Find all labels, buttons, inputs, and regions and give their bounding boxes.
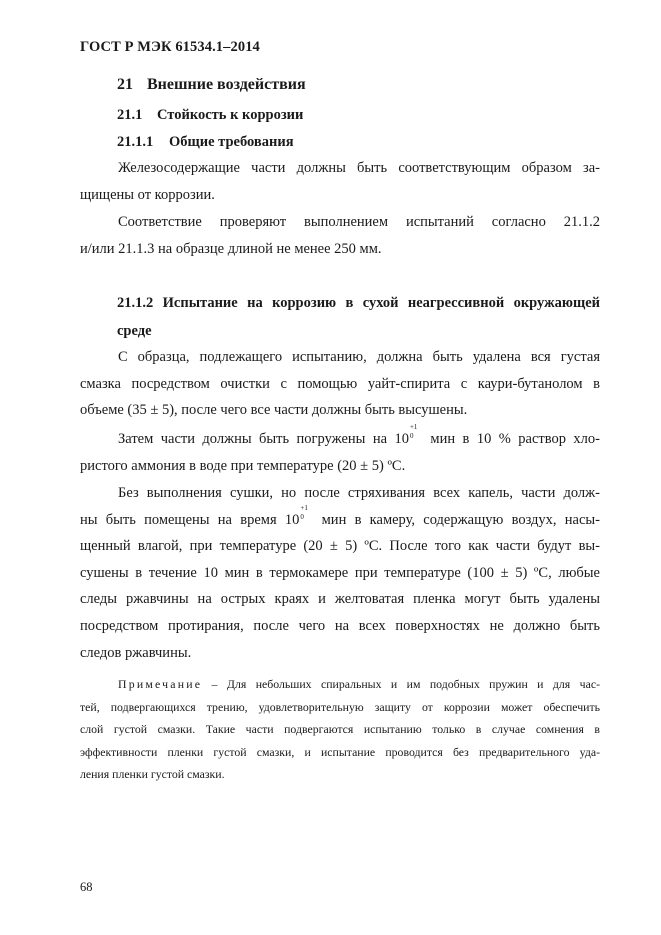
- paragraph-line: ристого аммония в воде при температуре (20 ± 5) ºС.: [80, 457, 406, 474]
- section-heading: [117, 76, 306, 94]
- tolerance-fraction: +1 0: [409, 423, 418, 440]
- note-line: слой густой смазки. Такие части подвергаются испытанию только в случае сомнения в: [80, 722, 600, 736]
- paragraph-line: ны быть помещены на время 10 +1 0 мин в камеру, содержащую воздух, насы-: [80, 503, 600, 528]
- note-label: Примечание: [118, 677, 203, 691]
- subsection-number: 21.1: [117, 107, 143, 123]
- note-line: ления пленки густой смазки.: [80, 767, 225, 781]
- paragraph-line: следов ржавчины.: [80, 644, 192, 661]
- section-number: 21: [117, 76, 133, 93]
- paragraph-line: щенный влагой, при температуре (20 ± 5) ºС. После того как части будут вы-: [80, 538, 600, 555]
- subsubsection-title: Общие требования: [169, 134, 294, 150]
- subclause-heading-line: среде: [117, 323, 152, 339]
- paragraph-line: и/или 21.1.3 на образце длиной не менее 250 мм.: [80, 240, 382, 257]
- paragraph-immersion: [80, 423, 600, 479]
- paragraph-line: Железосодержащие части должны быть соответствующим образом за-: [118, 160, 600, 176]
- paragraph-line: следы ржавчины на острых краях и желтоватая пленка могут быть удалены: [80, 591, 600, 608]
- paragraph-cleaning: [80, 344, 600, 424]
- paragraph-general-requirements: [80, 155, 600, 208]
- note-line: эффективности пленки густой смазки, и испытание проводится без предварительного уда-: [80, 744, 600, 759]
- paragraph-line: щищены от коррозии.: [80, 186, 215, 203]
- paragraph-line: посредством протирания, после чего на всех поверхностях не должно быть: [80, 617, 600, 634]
- subclause-heading-21-1-2: [117, 289, 600, 345]
- paragraph-line: смазка посредством очистки с помощью уайт-спирита с каури-бутанолом в: [80, 375, 600, 392]
- paragraph-line: сушены в течение 10 мин в термокамере при температуре (100 ± 5) ºС, любые: [80, 564, 600, 581]
- subsubsection-heading: [117, 134, 294, 151]
- tolerance-fraction: +1 0: [300, 503, 308, 521]
- document-header: ГОСТ Р МЭК 61534.1–2014: [80, 39, 260, 55]
- paragraph-line: объеме (35 ± 5), после чего все части должны быть высушены.: [80, 402, 468, 419]
- paragraph-line: С образца, подлежащего испытанию, должна быть удалена вся густая: [118, 349, 600, 365]
- section-title: Внешние воздействия: [147, 76, 306, 93]
- paragraph-compliance: [80, 209, 600, 262]
- subsection-heading: [117, 107, 303, 124]
- paragraph-line: Без выполнения сушки, но после стряхивания всех капель, части долж-: [118, 485, 600, 501]
- page-number: 68: [80, 880, 93, 894]
- paragraph-drying: [80, 480, 600, 666]
- subsection-title: Стойкость к коррозии: [157, 107, 304, 123]
- subclause-heading-line: 21.1.2 Испытание на коррозию в сухой неагрессивной окружающей: [117, 295, 600, 311]
- note-line: тей, подвергающихся трению, удовлетворительную защиту от коррозии может обеспечить: [80, 699, 600, 714]
- note-line: Примечание – Для небольших спиральных и им подобных пружин и для час-: [118, 677, 600, 691]
- note-block: [80, 673, 600, 786]
- paragraph-line: Затем части должны быть погружены на 10 +1 0 мин в 10 % раствор хло-: [118, 423, 600, 447]
- paragraph-line: Соответствие проверяют выполнением испытаний согласно 21.1.2: [118, 214, 600, 230]
- subsubsection-number: 21.1.1: [117, 134, 154, 150]
